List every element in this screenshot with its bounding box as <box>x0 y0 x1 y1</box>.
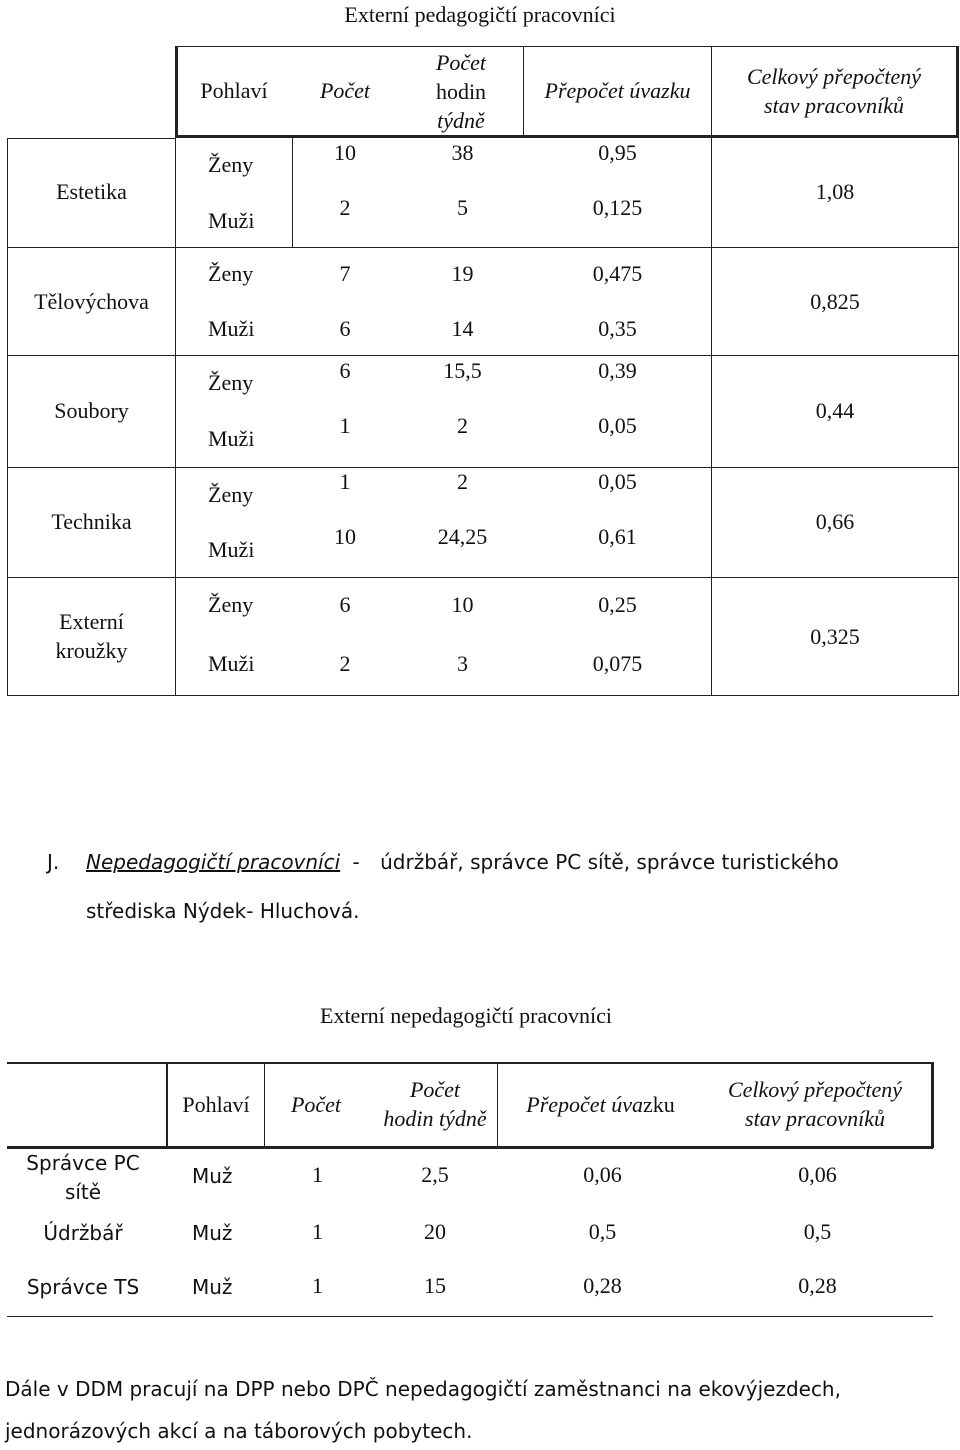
group-name: Technika <box>51 509 132 534</box>
row-hours: 14 <box>451 316 474 341</box>
row-fte: 0,5 <box>588 1219 617 1244</box>
group-total: 0,825 <box>810 289 860 314</box>
section-line1: údržbář, správce PC sítě, správce turistického <box>380 850 839 874</box>
row-sex: Muži <box>208 651 255 676</box>
footer-line1: Dále v DDM pracují na DPP nebo DPČ nepedagogičtí zaměstnanci na ekovýjezdech, <box>5 1377 841 1401</box>
row-count: 7 <box>339 261 351 286</box>
row-hours: 10 <box>451 592 474 617</box>
row-sex: Ženy <box>208 592 254 617</box>
row-fte: 0,05 <box>598 469 637 494</box>
row-sex: Muži <box>208 316 255 341</box>
row-count: 2 <box>339 195 351 220</box>
group-name: Tělovýchova <box>34 289 149 314</box>
row-total: 0,06 <box>798 1162 837 1187</box>
row-role: Údržbář <box>43 1221 123 1245</box>
row-count: 1 <box>312 1162 323 1187</box>
header-hours: Počet hodin týdně <box>435 50 487 133</box>
row-hours: 15,5 <box>443 358 482 383</box>
row-fte: 0,35 <box>598 316 637 341</box>
row-count: 1 <box>339 413 351 438</box>
footer-line2: jednorázových akcí a na táborových pobytech. <box>5 1419 473 1443</box>
group-name: Externí kroužky <box>55 609 128 663</box>
row-fte: 0,06 <box>583 1162 622 1187</box>
row-sex: Muž <box>192 1275 233 1299</box>
group-name: Estetika <box>56 179 127 204</box>
group-total: 0,325 <box>810 624 860 649</box>
row-hours: 38 <box>451 140 474 165</box>
header-sex: Pohlaví <box>200 78 268 103</box>
row-sex: Muži <box>208 208 255 233</box>
group-total: 0,66 <box>815 509 855 534</box>
row-fte: 0,25 <box>598 592 637 617</box>
row-total: 0,28 <box>798 1273 837 1298</box>
group-total: 0,44 <box>815 398 855 423</box>
header-total: Celkový přepočtený stav pracovníků <box>727 1077 903 1131</box>
header-sex: Pohlaví <box>182 1092 250 1117</box>
row-count: 10 <box>334 524 356 549</box>
row-fte: 0,39 <box>598 358 637 383</box>
row-count: 1 <box>312 1273 323 1298</box>
header-fte: Přepočet úvazku <box>526 1092 675 1117</box>
header-hours: Počet hodin týdně <box>383 1077 487 1131</box>
row-count: 6 <box>339 592 351 617</box>
row-count: 6 <box>339 358 351 383</box>
row-sex: Muž <box>192 1164 233 1188</box>
row-hours: 2 <box>457 469 468 494</box>
row-hours: 20 <box>424 1219 446 1244</box>
row-fte: 0,28 <box>583 1273 622 1298</box>
row-total: 0,5 <box>803 1219 832 1244</box>
section-line2: střediska Nýdek- Hluchová. <box>86 899 360 923</box>
row-sex: Ženy <box>208 261 254 286</box>
row-count: 1 <box>339 469 351 494</box>
header-total: Celkový přepočtený stav pracovníků <box>746 64 922 118</box>
row-sex: Ženy <box>208 370 254 395</box>
row-fte: 0,95 <box>598 140 637 165</box>
row-fte: 0,475 <box>592 261 643 286</box>
table2-caption: Externí nepedagogičtí pracovníci <box>320 1003 612 1028</box>
section-title: Nepedagogičtí pracovníci <box>86 850 341 874</box>
row-fte: 0,05 <box>598 413 637 438</box>
row-count: 2 <box>339 651 351 676</box>
row-sex: Ženy <box>208 482 254 507</box>
row-count: 6 <box>339 316 351 341</box>
row-sex: Muži <box>208 426 255 451</box>
row-hours: 19 <box>451 261 474 286</box>
header-fte: Přepočet úvazku <box>544 78 691 103</box>
row-hours: 24,25 <box>437 524 488 549</box>
row-hours: 2 <box>457 413 468 438</box>
row-hours: 15 <box>424 1273 446 1298</box>
section-dash: - <box>352 850 360 874</box>
row-role: Správce TS <box>26 1275 140 1299</box>
row-sex: Muž <box>192 1221 233 1245</box>
row-sex: Muži <box>208 537 255 562</box>
group-total: 1,08 <box>815 179 855 204</box>
row-count: 10 <box>334 140 356 165</box>
row-role: Správce PC sítě <box>26 1151 140 1204</box>
header-count: Počet <box>290 1092 342 1117</box>
row-fte: 0,61 <box>598 524 637 549</box>
row-fte: 0,075 <box>592 651 643 676</box>
row-hours: 5 <box>457 195 468 220</box>
header-count: Počet <box>319 78 371 103</box>
row-fte: 0,125 <box>592 195 643 220</box>
row-count: 1 <box>312 1219 323 1244</box>
table1-caption: Externí pedagogičtí pracovníci <box>344 2 616 27</box>
group-name: Soubory <box>54 398 129 423</box>
row-hours: 3 <box>457 651 468 676</box>
row-hours: 2,5 <box>421 1162 449 1187</box>
row-sex: Ženy <box>208 152 254 177</box>
section-marker: J. <box>47 850 60 874</box>
